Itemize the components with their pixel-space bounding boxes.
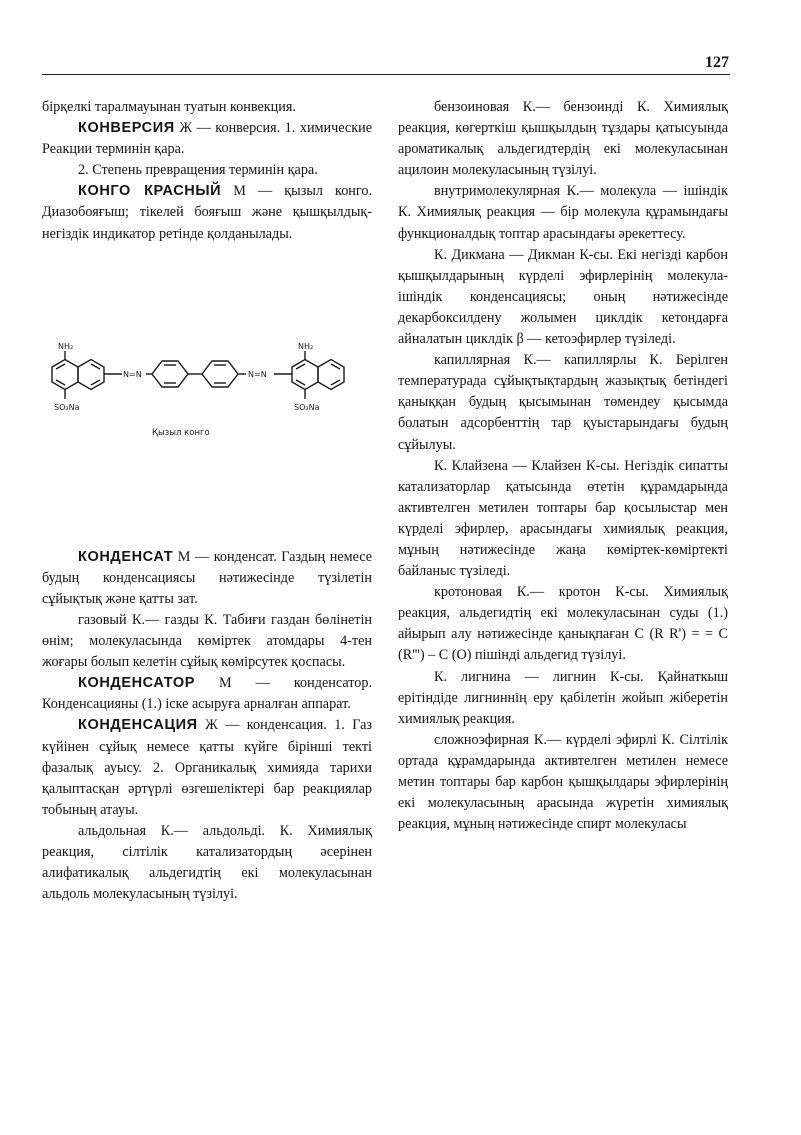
entry-text: Ж — конденсация. 1. Газ күйінен сұйық немесе қатты күйге бірінші текті фазалық ауысу. 2. Органикалық химияда тарихи қалыптасқан әртүрлі өзгешеліктері бар реакциялар тобының атауы. — [42, 717, 372, 818]
entry-conversion — [42, 118, 372, 160]
subentry-ester-condensation: сложноэфирная К.— күрделі эфирлі К. Сілтілік ортада құрамдарында активтелген метилен немесе метин топтары бар карбон қышқылдары эфирлерінің екі молекуласының арасында жүретін химиялық реакция, мұның нәтижесінде спирт молекуласы — [398, 731, 728, 833]
paragraph-conversion-2: 2. Степень превращения терминін қара. — [78, 162, 318, 179]
header-rule — [42, 74, 730, 75]
entry-heading: КОНДЕНСАТОР — [78, 675, 195, 692]
entry-text: М — конденсатор. Конденсацияны (1.) іске асыруға арналған аппарат. — [42, 675, 372, 713]
subentry-benzoin-condensation: бензоиновая К.— бензоинді К. Химиялық реакция, көгерткіш қышқылдың тұздары қатысуында ароматикалық альдегидтердің екі молекуласынан ацилоин молекуласының түзілуі. — [398, 99, 728, 179]
subentry-gas-condensate: газовый К.— газды К. Табиғи газдан бөлінетін өнім; молекуласында көміртек атомдары 4-тен жоғары болып келетін сұйық көмірсутек қоспасы. — [42, 611, 372, 671]
left-column — [42, 97, 372, 905]
congo-red-structure-figure — [42, 247, 372, 547]
congo-red-structure — [42, 247, 372, 547]
entry-heading: КОНДЕНСАЦИЯ — [78, 717, 198, 734]
paragraph-convection-end: бірқелкі таралмауынан туатын конвекция. — [42, 99, 296, 115]
so3na-left-label: SO₃Na — [54, 402, 80, 412]
subentry-capillary-condensation: капиллярная К.— капиллярлы К. Берілген температурада сұйықтықтардың жазықтық бетіндегі қаныққан будың қысымынан төмендеу қысымда болатын адсорбенттің тар қуыстарындағы будың сұйылуы. — [398, 352, 728, 453]
entry-condenser — [42, 673, 372, 715]
subentry-dieckmann-condensation: К. Дикмана — Дикман К-сы. Екі негізді карбон қышқылдарының күрделі эфирлерінің молекула-ішіндік конденсациясы; оның нәтижесінде декарбоксилдену жолымен циклдік кетондарға айналатын циклдік β — кетоэфирлер түзіледі. — [398, 246, 728, 348]
right-column — [398, 97, 728, 835]
subentry-crotonic-condensation: кротоновая К.— кротон К-сы. Химиялық реакция, альдегидтің екі молекуласынан суды (1.) айырып алу нәтижесінде қанықпаған C (R R') = = C (R''') – C (O) пішінді альдегид түзілуі. — [398, 584, 728, 664]
so3na-right-label: SO₃Na — [294, 402, 320, 412]
entry-text: М — қызыл конго. Диазобояғыш; тікелей бояғыш және қышқылдық-негіздік индикатор ретінде қолданылады. — [42, 183, 372, 242]
subentry-aldol-condensation: альдольная К.— альдольді. К. Химиялық реакция, сілтілік катализатордың әсерінен алифатикалық альдегидтің екі молекуласынан альдоль молекуласының түзілуі. — [42, 822, 372, 903]
page-number: 127 — [705, 54, 729, 71]
entry-text: М — конденсат. Газдың немесе будың конденсациясы нәтижесінде түзілетін сұйықтық және қатты зат. — [42, 548, 372, 607]
subentry-lignin-condensation: К. лигнина — лигнин К-сы. Қайнаткыш ерітіндіде лигниннің еру қабілетін жойып жіберетін химиялық реакция. — [398, 668, 728, 727]
nh2-left-label: NH₂ — [58, 341, 74, 351]
entry-text: Ж — конверсия. 1. химические Реакции терминін қара. — [42, 120, 372, 158]
azo-group-2-label: N=N — [248, 369, 267, 379]
entry-condensation — [42, 715, 372, 820]
entry-heading: КОНГО КРАСНЫЙ — [78, 183, 222, 200]
entry-heading: КОНВЕРСИЯ — [78, 120, 175, 137]
azo-group-1-label: N=N — [123, 369, 142, 379]
subentry-intramolecular-condensation: внутримолекулярная К.— молекула — ішіндік К. Химиялық реакция — бір молекула құрамындағы функционалдық топтар арасындағы әрекеттесу. — [398, 183, 728, 242]
entry-heading: КОНДЕНСАТ — [78, 548, 174, 565]
nh2-right-label: NH₂ — [298, 341, 314, 351]
subentry-claisen-condensation: К. Клайзена — Клайзен К-сы. Негіздік сипатты катализаторлар қатысында өтетін құрамдарында активтелген метилен топтары бар қосылыстар мен күрделі эфирлер, арасындағы химиялық реакция, мұның нәтижесінде жаңа көміртек-көміртекті байланыс түзіледі. — [398, 457, 728, 580]
entry-congo-red — [42, 181, 372, 244]
entry-condensate — [42, 547, 372, 610]
figure-caption: Қызыл конго — [152, 427, 210, 438]
